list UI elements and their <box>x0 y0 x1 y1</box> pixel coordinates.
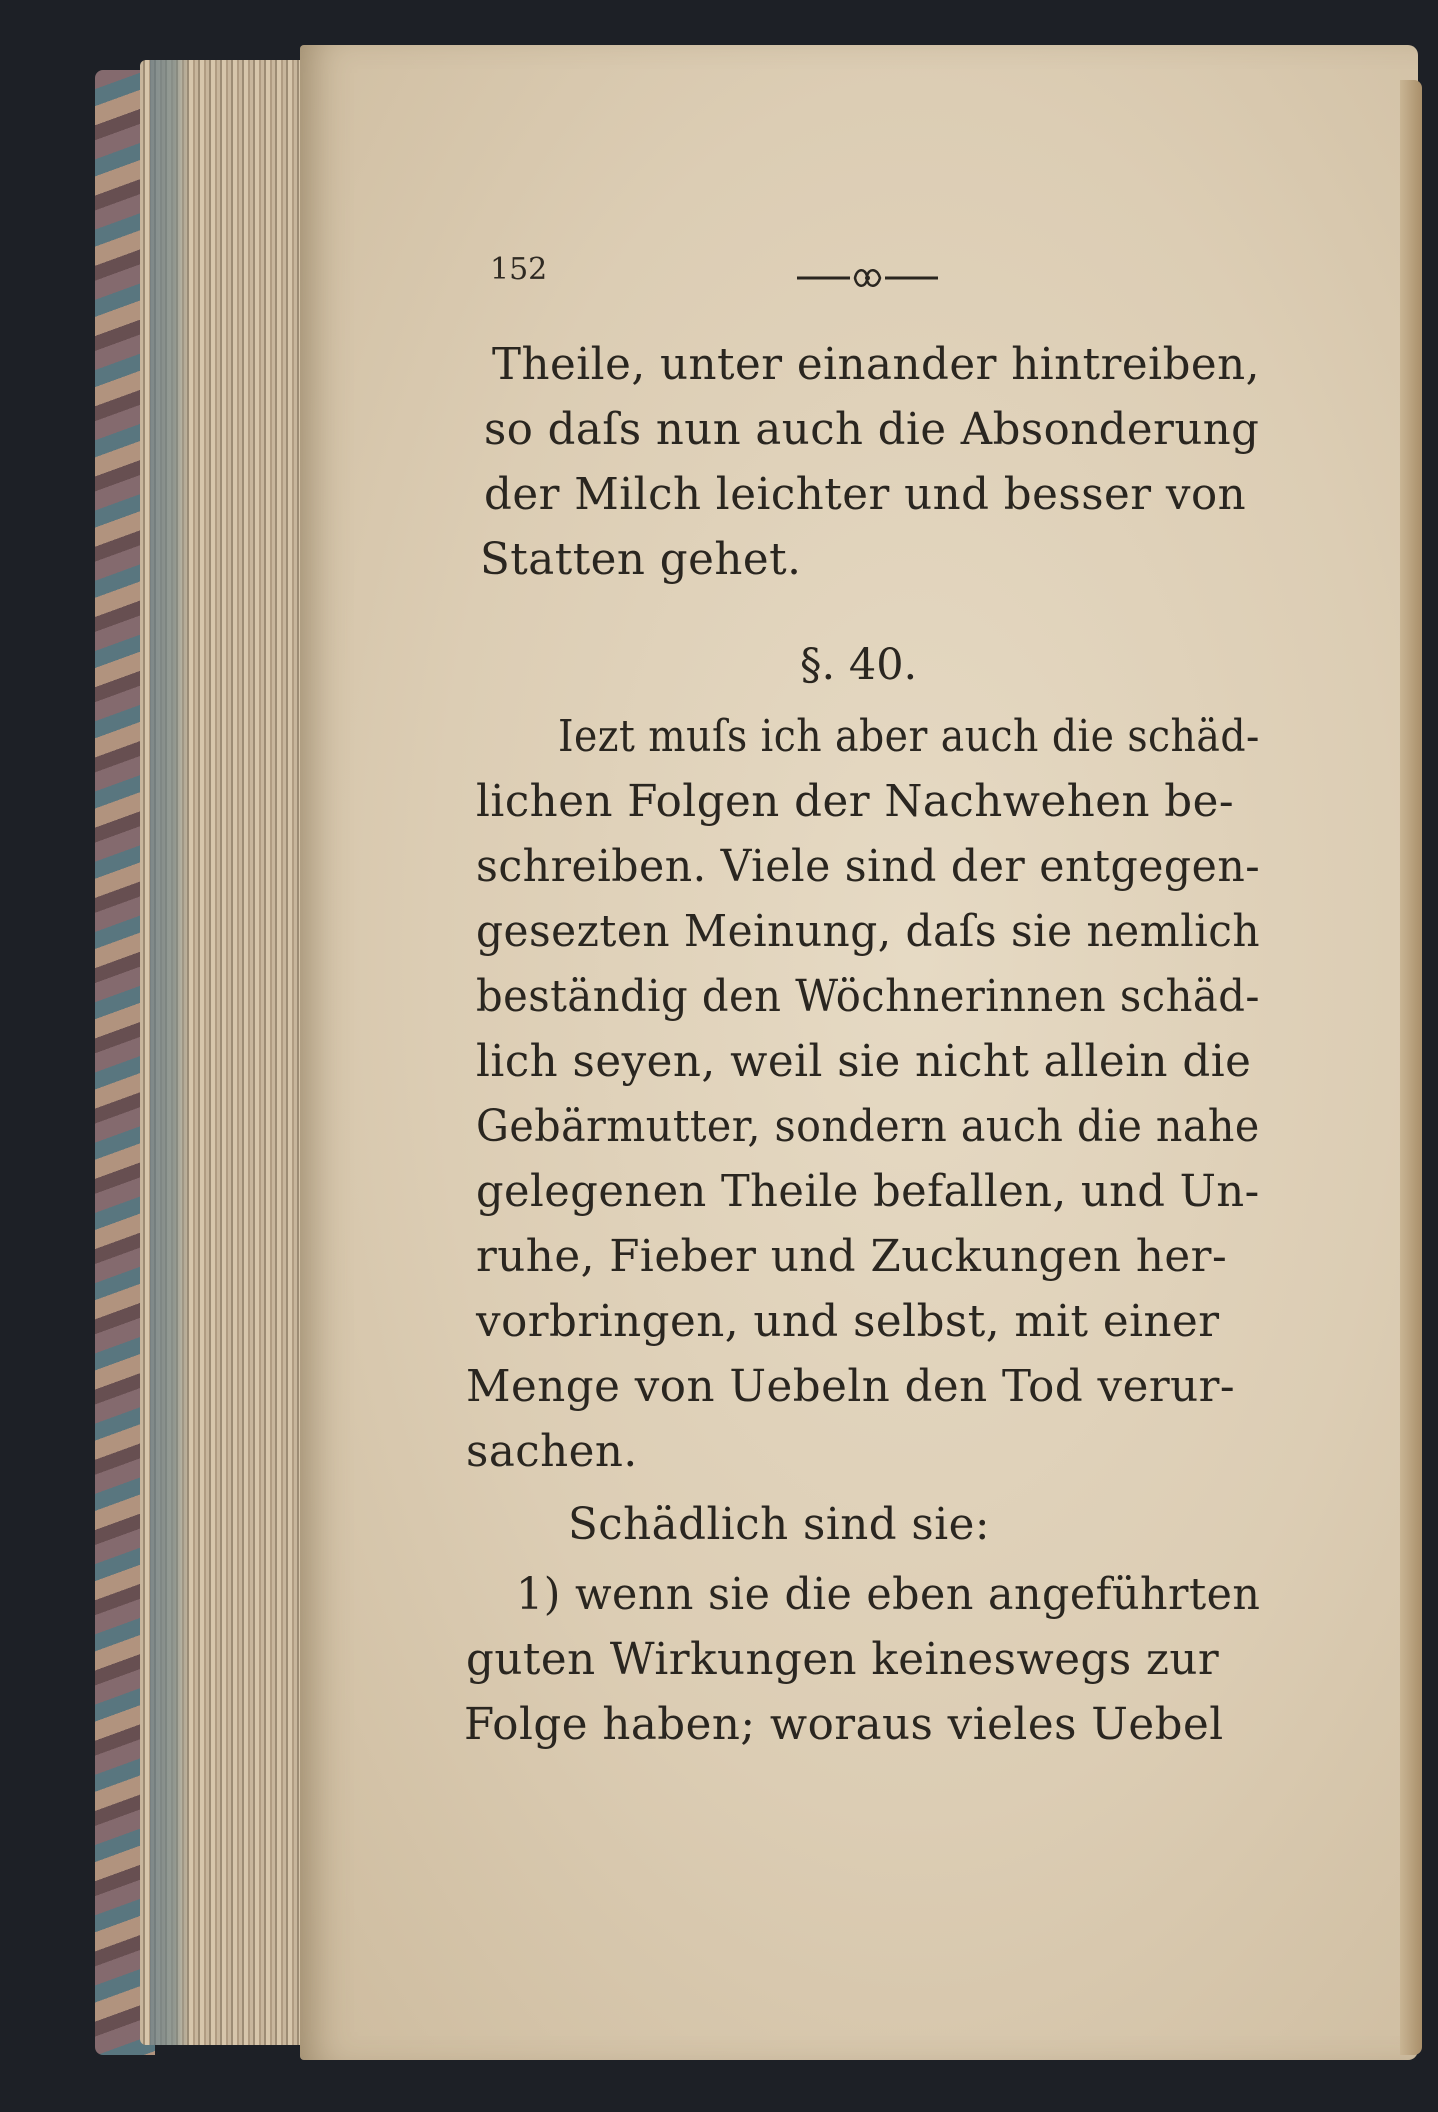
text-line: Folge haben; woraus vieles Uebel <box>464 1700 1224 1750</box>
section-heading: §. 40. <box>800 640 918 690</box>
text-line: beständig den Wöchnerinnen schäd- <box>476 972 1260 1022</box>
text-line: vorbringen, und selbst, mit einer <box>476 1297 1220 1347</box>
text-line: Schädlich sind sie: <box>568 1500 991 1550</box>
text-line: ruhe, Fieber und Zuckungen her- <box>476 1232 1228 1282</box>
text-line: guten Wirkungen keineswegs zur <box>466 1635 1220 1685</box>
text-line: der Milch leichter und besser von <box>484 470 1247 520</box>
text-line: Gebärmutter, sondern auch die nahe <box>476 1102 1260 1152</box>
page-edges-shadow <box>150 60 190 2045</box>
ornament-icon <box>795 266 940 290</box>
text-line: schreiben. Viele sind der entgegen- <box>476 842 1261 892</box>
facing-page-edge <box>1400 80 1422 2055</box>
text-line: gelegenen Theile befallen, und Un- <box>476 1167 1260 1217</box>
text-line: Iezt muſs ich aber auch die schäd- <box>558 712 1260 762</box>
text-line: gesezten Meinung, daſs sie nemlich <box>476 907 1261 957</box>
text-line: so daſs nun auch die Absonderung <box>484 405 1260 455</box>
page-number: 152 <box>490 252 548 287</box>
page-header <box>490 252 990 302</box>
text-line: sachen. <box>466 1427 638 1477</box>
text-line: 1) wenn sie die eben angeführten <box>516 1570 1261 1620</box>
text-line: Statten gehet. <box>480 535 802 585</box>
text-line: Theile, unter einander hintreiben, <box>492 340 1261 390</box>
text-line: lichen Folgen der Nachwehen be- <box>476 777 1235 827</box>
text-line: Menge von Uebeln den Tod verur- <box>466 1362 1236 1412</box>
text-line: lich seyen, weil sie nicht allein die <box>476 1037 1252 1087</box>
